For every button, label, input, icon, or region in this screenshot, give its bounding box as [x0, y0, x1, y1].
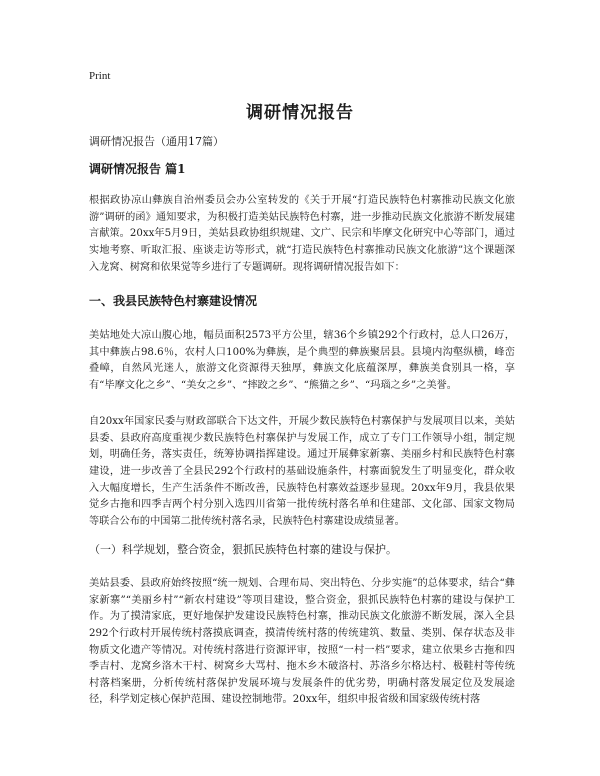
subheading-planning: （一）科学规划，整合资金，狠抓民族特色村寨的建设与保护。 [89, 543, 397, 556]
document-title: 调研情况报告 [246, 103, 354, 123]
section-heading: 调研情况报告 篇1 [89, 162, 186, 176]
paragraph-intro: 根据政协凉山彝族自治州委员会办公室转发的《关于开展“打造民族特色村寨推动民族文化旅游”调研的函》通知要求，为积极打造美姑民族特色村寨，进一步推动民族文化旅游不断发展建言献策。20xx年5月9日，美姑县政协组织规建、文广、民宗和毕摩文化研究中心等部门，通过实地考察、听取汇报、座谈走访等形式，就“打造民族特色村寨推动民族文化旅游”这个课题深入龙窝、树窝和依果觉等乡进行了专题调研。现将调研情况报告如下： [89, 195, 515, 273]
paragraph-project-progress: 自20xx年国家民委与财政部联合下达文件，开展少数民族特色村寨保护与发展项目以来，美姑县委、县政府高度重视少数民族特色村寨保护与发展工作，成立了专门工作领导小组，制定规划，明确任务，落实责任，统筹协调指挥建设。通过开展彝家新寨、美丽乡村和民族特色村寨建设，进一步改善了全县民292个行政村的基础设施条件，村寨面貌发生了明显变化，群众收入大幅度增长，生产生活条件不断改善，民族特色村寨效益逐步显现。20xx年9月，我县依果觉乡古拖和四季吉两个村分别入选四川省第一批传统村落名单和住建部、文化部、国家文物局等联合公布的中国第二批传统村落名录，民族特色村寨建设成绩显著。 [89, 416, 515, 527]
print-label: Print [89, 70, 111, 82]
heading-county-construction: 一、我县民族特色村寨建设情况 [89, 294, 258, 308]
paragraph-planning: 美姑县委、县政府始终按照“统一规划、合理布局、突出特色、分步实施”的总体要求，结合“彝家新寨”“美丽乡村”“新农村建设”等项目建设，整合资金，狠抓民族特色村寨的建设与保护工作。为了摸清家底，更好地保护发建设民族特色村寨，推动民族文化旅游不断发展，深入全县292个行政村开展传统村落摸底调查，摸清传统村落的传统建筑、数量、类别、保存状态及非物质文化遗产等情况。对传统村落进行资源评审，按照“一村一档”要求，建立依果乡古拖和四季吉村、龙窝乡洛木干村、树窝乡大骂村、拖木乡木破洛村、苏洛乡尔格达村、极鞋村等传统村落档案册，分析传统村落保护发展环境与发展条件的优劣势，明确村落发展定位及发展途径，科学划定核心保护范围、建设控制地带。20xx年，组织申报省级和国家级传统村落 [89, 578, 515, 706]
document-subtitle: 调研情况报告（通用17篇） [89, 135, 224, 148]
paragraph-county-overview: 美姑地处大凉山腹心地，幅员面积2573平方公里，辖36个乡镇292个行政村，总人口26万，其中彝族占98.6％，农村人口100%为彝族，是个典型的彝族聚居县。县境内沟壑纵横，峰峦叠嶂，自然风光迷人，旅游文化资源得天独厚，彝族文化底蕴深厚，彝族美食别具一格，享有“毕摩文化之乡”、“美女之乡”、“摔跤之乡”、“熊猫之乡”、“玛瑙之乡”之美誉。 [89, 330, 515, 391]
